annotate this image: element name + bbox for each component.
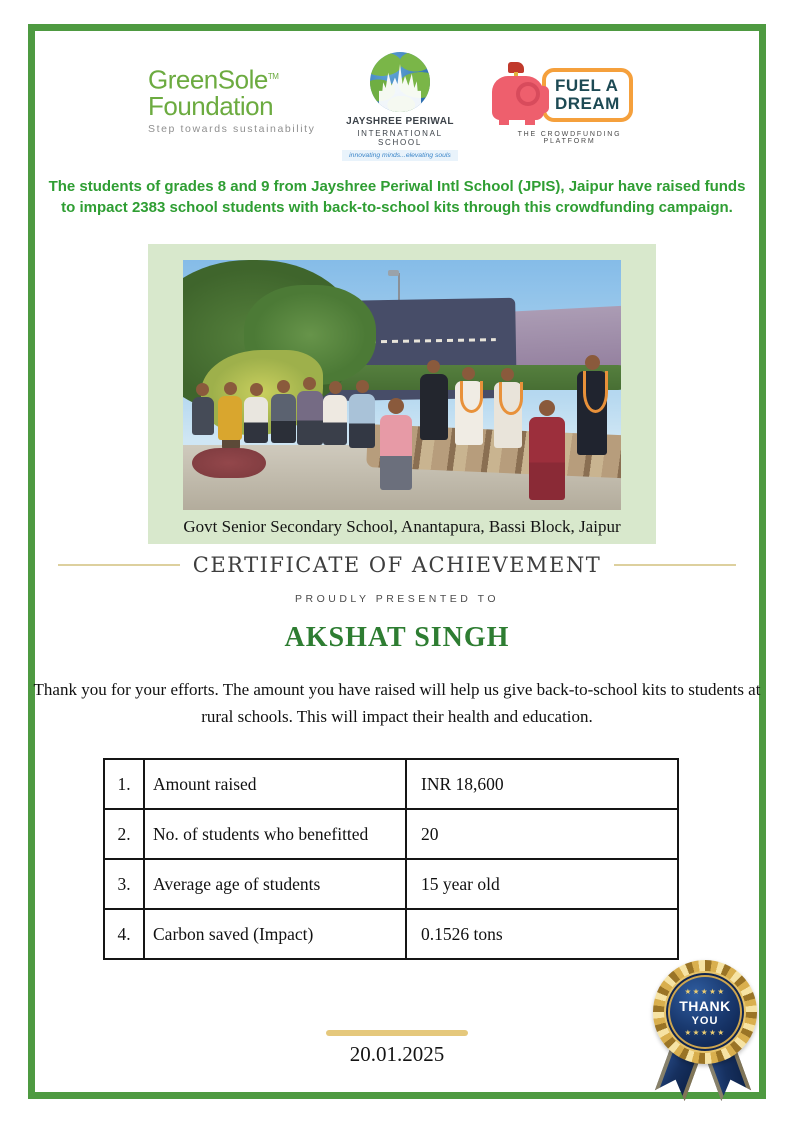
student-figure [577,355,607,455]
student-figure [420,360,448,440]
jpis-logo [342,52,458,161]
row-label: Carbon saved (Impact) [145,910,407,958]
elephant-ear [516,82,540,106]
fuel-a-dream-logo-top [492,62,647,126]
student-figure [271,380,296,443]
school-photo [183,260,621,510]
fad-line2: DREAM [555,93,620,113]
flood-light [388,270,399,276]
table-row [105,908,677,958]
date-line [326,1030,468,1036]
badge-you-text: YOU [691,1014,719,1027]
greensole-foundation-logo [148,64,333,135]
student-figure [218,382,242,440]
row-number: 3. [105,860,145,908]
presented-to-label: PROUDLY PRESENTED TO [294,593,499,605]
table-row [105,858,677,908]
planter-pot [192,448,266,478]
elephant-piggybank-icon [492,62,550,126]
row-number: 4. [105,910,145,958]
coin-hand-icon [508,62,524,73]
student-figure [380,398,412,490]
table-row [105,808,677,858]
row-number: 2. [105,810,145,858]
row-value: 0.1526 tons [421,923,503,944]
certificate-date: 20.01.2025 [349,1042,445,1066]
garland-icon [583,371,608,413]
photo-card [148,244,656,544]
thank-you-message: Thank you for your efforts. The amount you have raised will help us give back-to-school kits to students at rural schools. This will impact their health and education. [33,680,761,726]
greensole-name-text: GreenSole [148,64,268,95]
globe-icon [370,52,430,112]
table-row [105,760,677,808]
trademark-symbol: TM [267,72,279,81]
stars-icon: ★★★★★ [684,1027,726,1037]
badge-medallion [664,971,746,1053]
jpis-name-line1: JAYSHREE PERIWAL [346,116,454,127]
student-figure [494,368,522,448]
stars-icon: ★★★★★ [684,987,726,996]
greensole-name [148,64,333,93]
row-value: 20 [421,823,439,844]
student-figure [323,381,347,445]
greensole-foundation-text: Foundation [148,90,274,121]
certificate-title: CERTIFICATE OF ACHIEVEMENT [192,553,602,577]
student-figure [349,380,375,448]
heading-right-line [614,564,736,566]
row-label: Average age of students [145,860,407,908]
fuel-a-dream-tagline: THE CROWDFUNDING PLATFORM [517,131,622,145]
student-figure [455,367,483,445]
fad-line1: FUEL A [555,76,619,95]
campaign-summary-text: The students of grades 8 and 9 from Jayshree Periwal Intl School (JPIS), Jaipur have raised funds to impact 2383 school students with back-to-school kits through this crowdfunding campaign. [48,178,746,216]
greensole-tagline: Step towards sustainability [148,122,316,135]
student-figure [297,377,323,445]
fuel-a-dream-logo [492,62,647,145]
photo-caption: Govt Senior Secondary School, Anantapura, Bassi Block, Jaipur [183,517,621,536]
castle-silhouette-icon [379,64,421,112]
jpis-name-line2: INTERNATIONAL SCHOOL [357,129,443,147]
impact-table [103,758,679,960]
student-figure [529,400,565,500]
student-figure [244,383,268,443]
garland-icon [499,382,523,415]
fuel-a-dream-wordmark [542,68,633,122]
badge-thank-text: THANK [679,997,731,1014]
elephant-trunk [541,86,549,113]
student-figure [192,383,214,435]
row-label: Amount raised [145,760,407,808]
recipient-name: AKSHAT SINGH [284,622,510,653]
garland-icon [460,381,484,413]
jpis-tagline: innovating minds...elevating souls [342,150,458,161]
thank-you-badge [644,960,766,1110]
heading-left-line [58,564,180,566]
row-label: No. of students who benefitted [145,810,407,858]
row-number: 1. [105,760,145,808]
row-value: INR 18,600 [421,773,504,794]
certificate-heading-row [0,553,794,577]
row-value: 15 year old [421,873,500,894]
